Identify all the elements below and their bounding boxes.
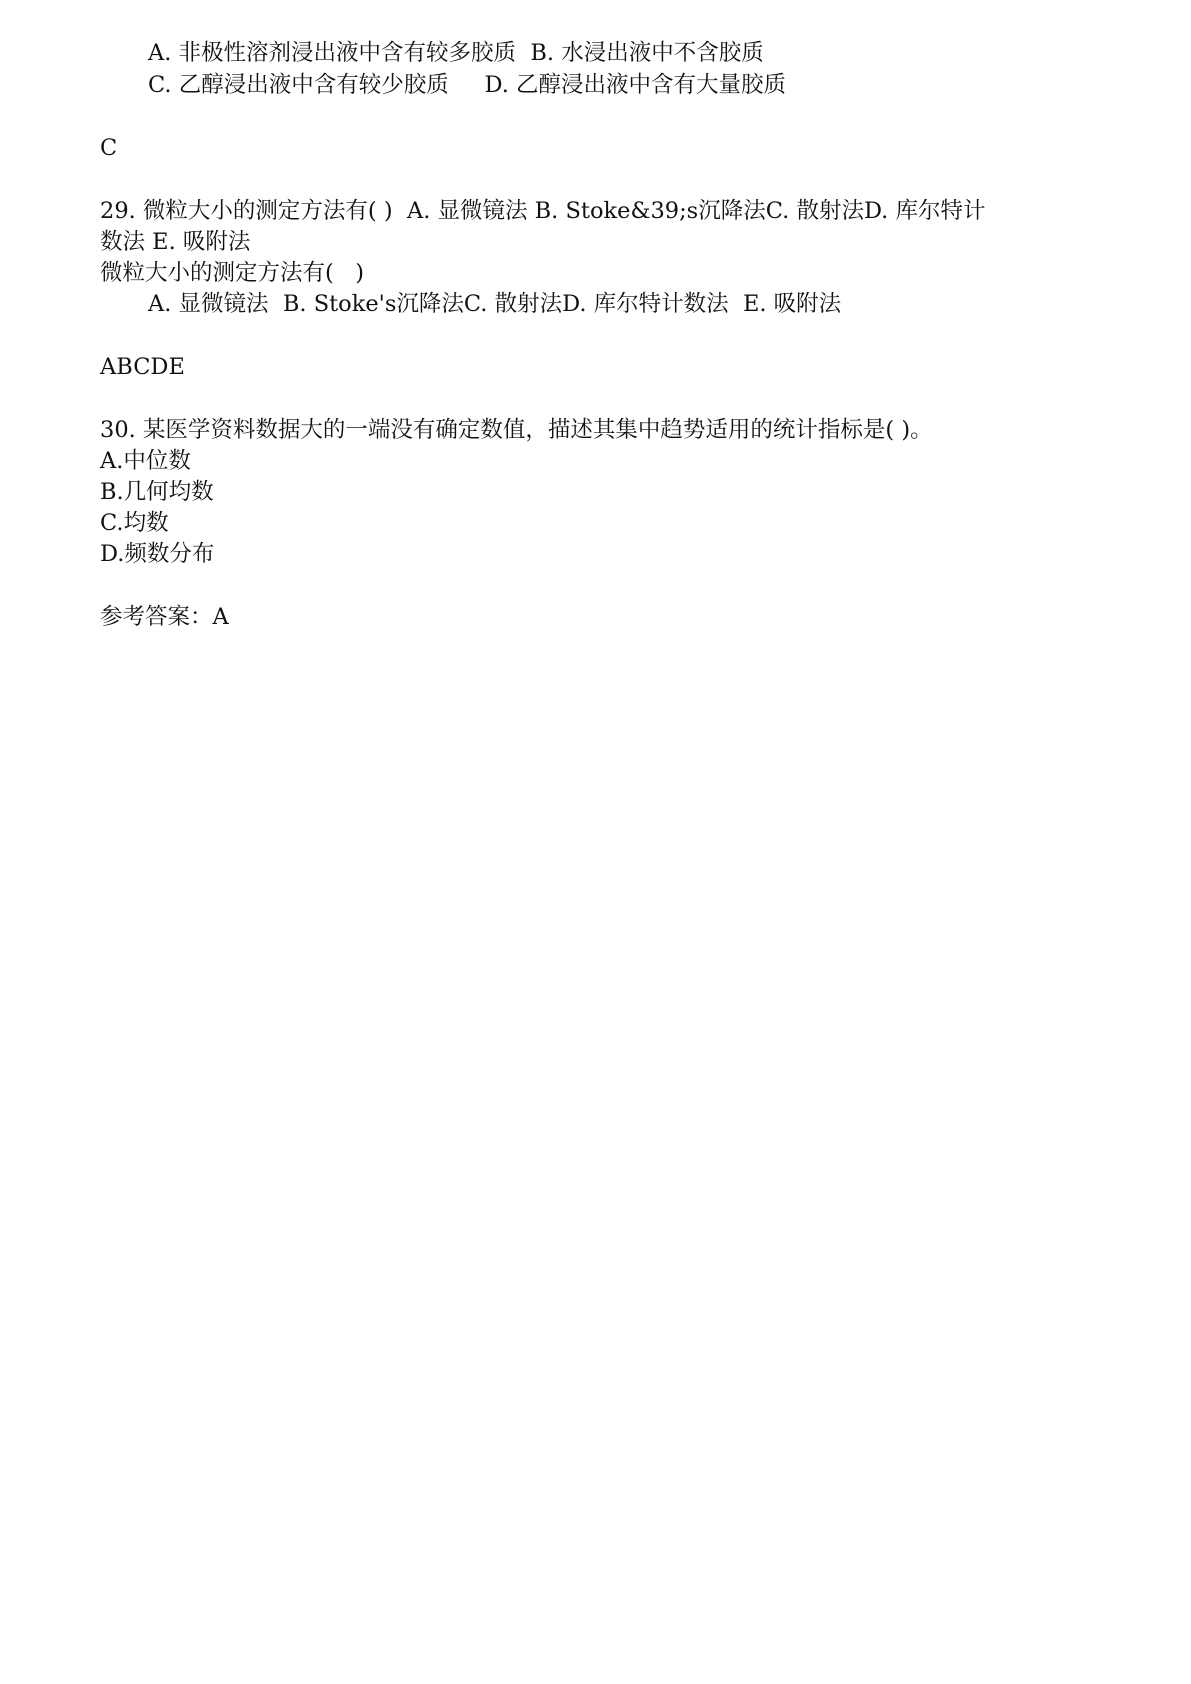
q30-option-a: A.中位数 xyxy=(100,448,191,474)
q29-stem-line-1: 29. 微粒大小的测定方法有( ) A. 显微镜法 B. Stoke&39;s沉降法C. 散射法D. 库尔特计 xyxy=(100,198,986,224)
q30-option-c: C.均数 xyxy=(100,510,169,536)
q29-stem-line-2: 数法 E. 吸附法 xyxy=(100,229,251,255)
q30-answer: 参考答案：A xyxy=(100,604,229,630)
q28-options-line-1: A. 非极性溶剂浸出液中含有较多胶质 B. 水浸出液中不含胶质 xyxy=(148,40,764,66)
q30-option-b: B.几何均数 xyxy=(100,479,214,505)
q30-option-d: D.频数分布 xyxy=(100,541,215,567)
q29-answer: ABCDE xyxy=(100,354,185,380)
q29-stem-repeat: 微粒大小的测定方法有( ) xyxy=(100,260,365,286)
q30-stem: 30. 某医学资料数据大的一端没有确定数值，描述其集中趋势适用的统计指标是( )。 xyxy=(100,417,933,443)
q28-answer: C xyxy=(100,135,118,161)
q28-options-line-2: C. 乙醇浸出液中含有较少胶质 D. 乙醇浸出液中含有大量胶质 xyxy=(148,72,787,98)
q29-options: A. 显微镜法 B. Stoke's沉降法C. 散射法D. 库尔特计数法 E. 吸附法 xyxy=(148,291,842,317)
